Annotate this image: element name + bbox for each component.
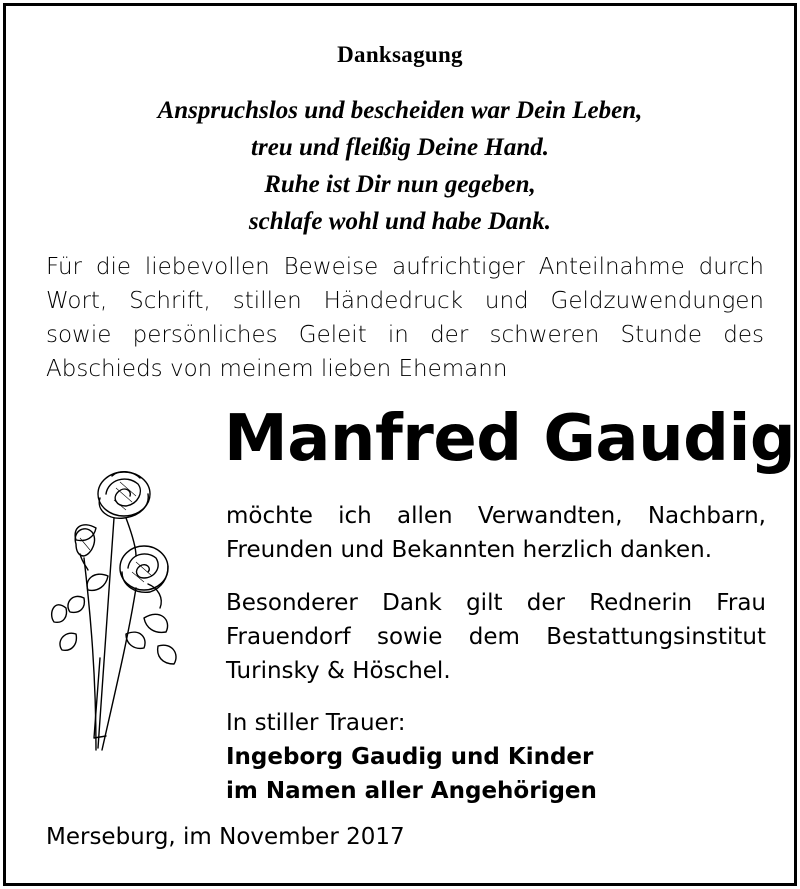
intro-line: Wort, Schrift, stillen Händedruck und Geldzuwendungen [46,288,764,314]
poem-line: schlafe wohl und habe Dank. [248,208,552,235]
intro-line: Abschieds von meinem lieben Ehemann [46,356,508,382]
special-thanks-line: Turinsky & Höschel. [226,658,451,684]
thanks-paragraph [226,499,766,567]
special-thanks-paragraph [226,586,766,688]
thanks-line: Freunden und Bekannten herzlich danken. [226,537,713,563]
heading: Danksagung [337,42,463,67]
deceased-name: Manfred Gaudig [224,402,796,476]
intro-line: Für die liebevollen Beweise aufrichtiger Anteilnahme durch [46,254,764,280]
intro-line: sowie persönliches Geleit in der schweren Stunde des [46,322,764,348]
place-date: Merseburg, im November 2017 [46,824,405,850]
special-thanks-line: Besonderer Dank gilt der Rednerin Frau [226,590,766,616]
signature-intro: In stiller Trauer: [226,710,406,736]
rose-bouquet-illustration [36,458,186,758]
poem-line: Anspruchslos und bescheiden war Dein Leben, [157,97,643,124]
notice-frame [3,3,797,886]
special-thanks-line: Frauendorf sowie dem Bestattungsinstitut [226,624,766,650]
poem [6,92,794,240]
intro-paragraph [46,250,764,386]
poem-line: treu und fleißig Deine Hand. [251,134,549,161]
signature-line: Ingeborg Gaudig und Kinder [226,744,594,770]
poem-line: Ruhe ist Dir nun gegeben, [264,171,536,198]
thanks-line: möchte ich allen Verwandten, Nachbarn, [226,503,766,529]
signature-block [226,706,766,808]
signature-line: im Namen aller Angehörigen [226,778,597,804]
